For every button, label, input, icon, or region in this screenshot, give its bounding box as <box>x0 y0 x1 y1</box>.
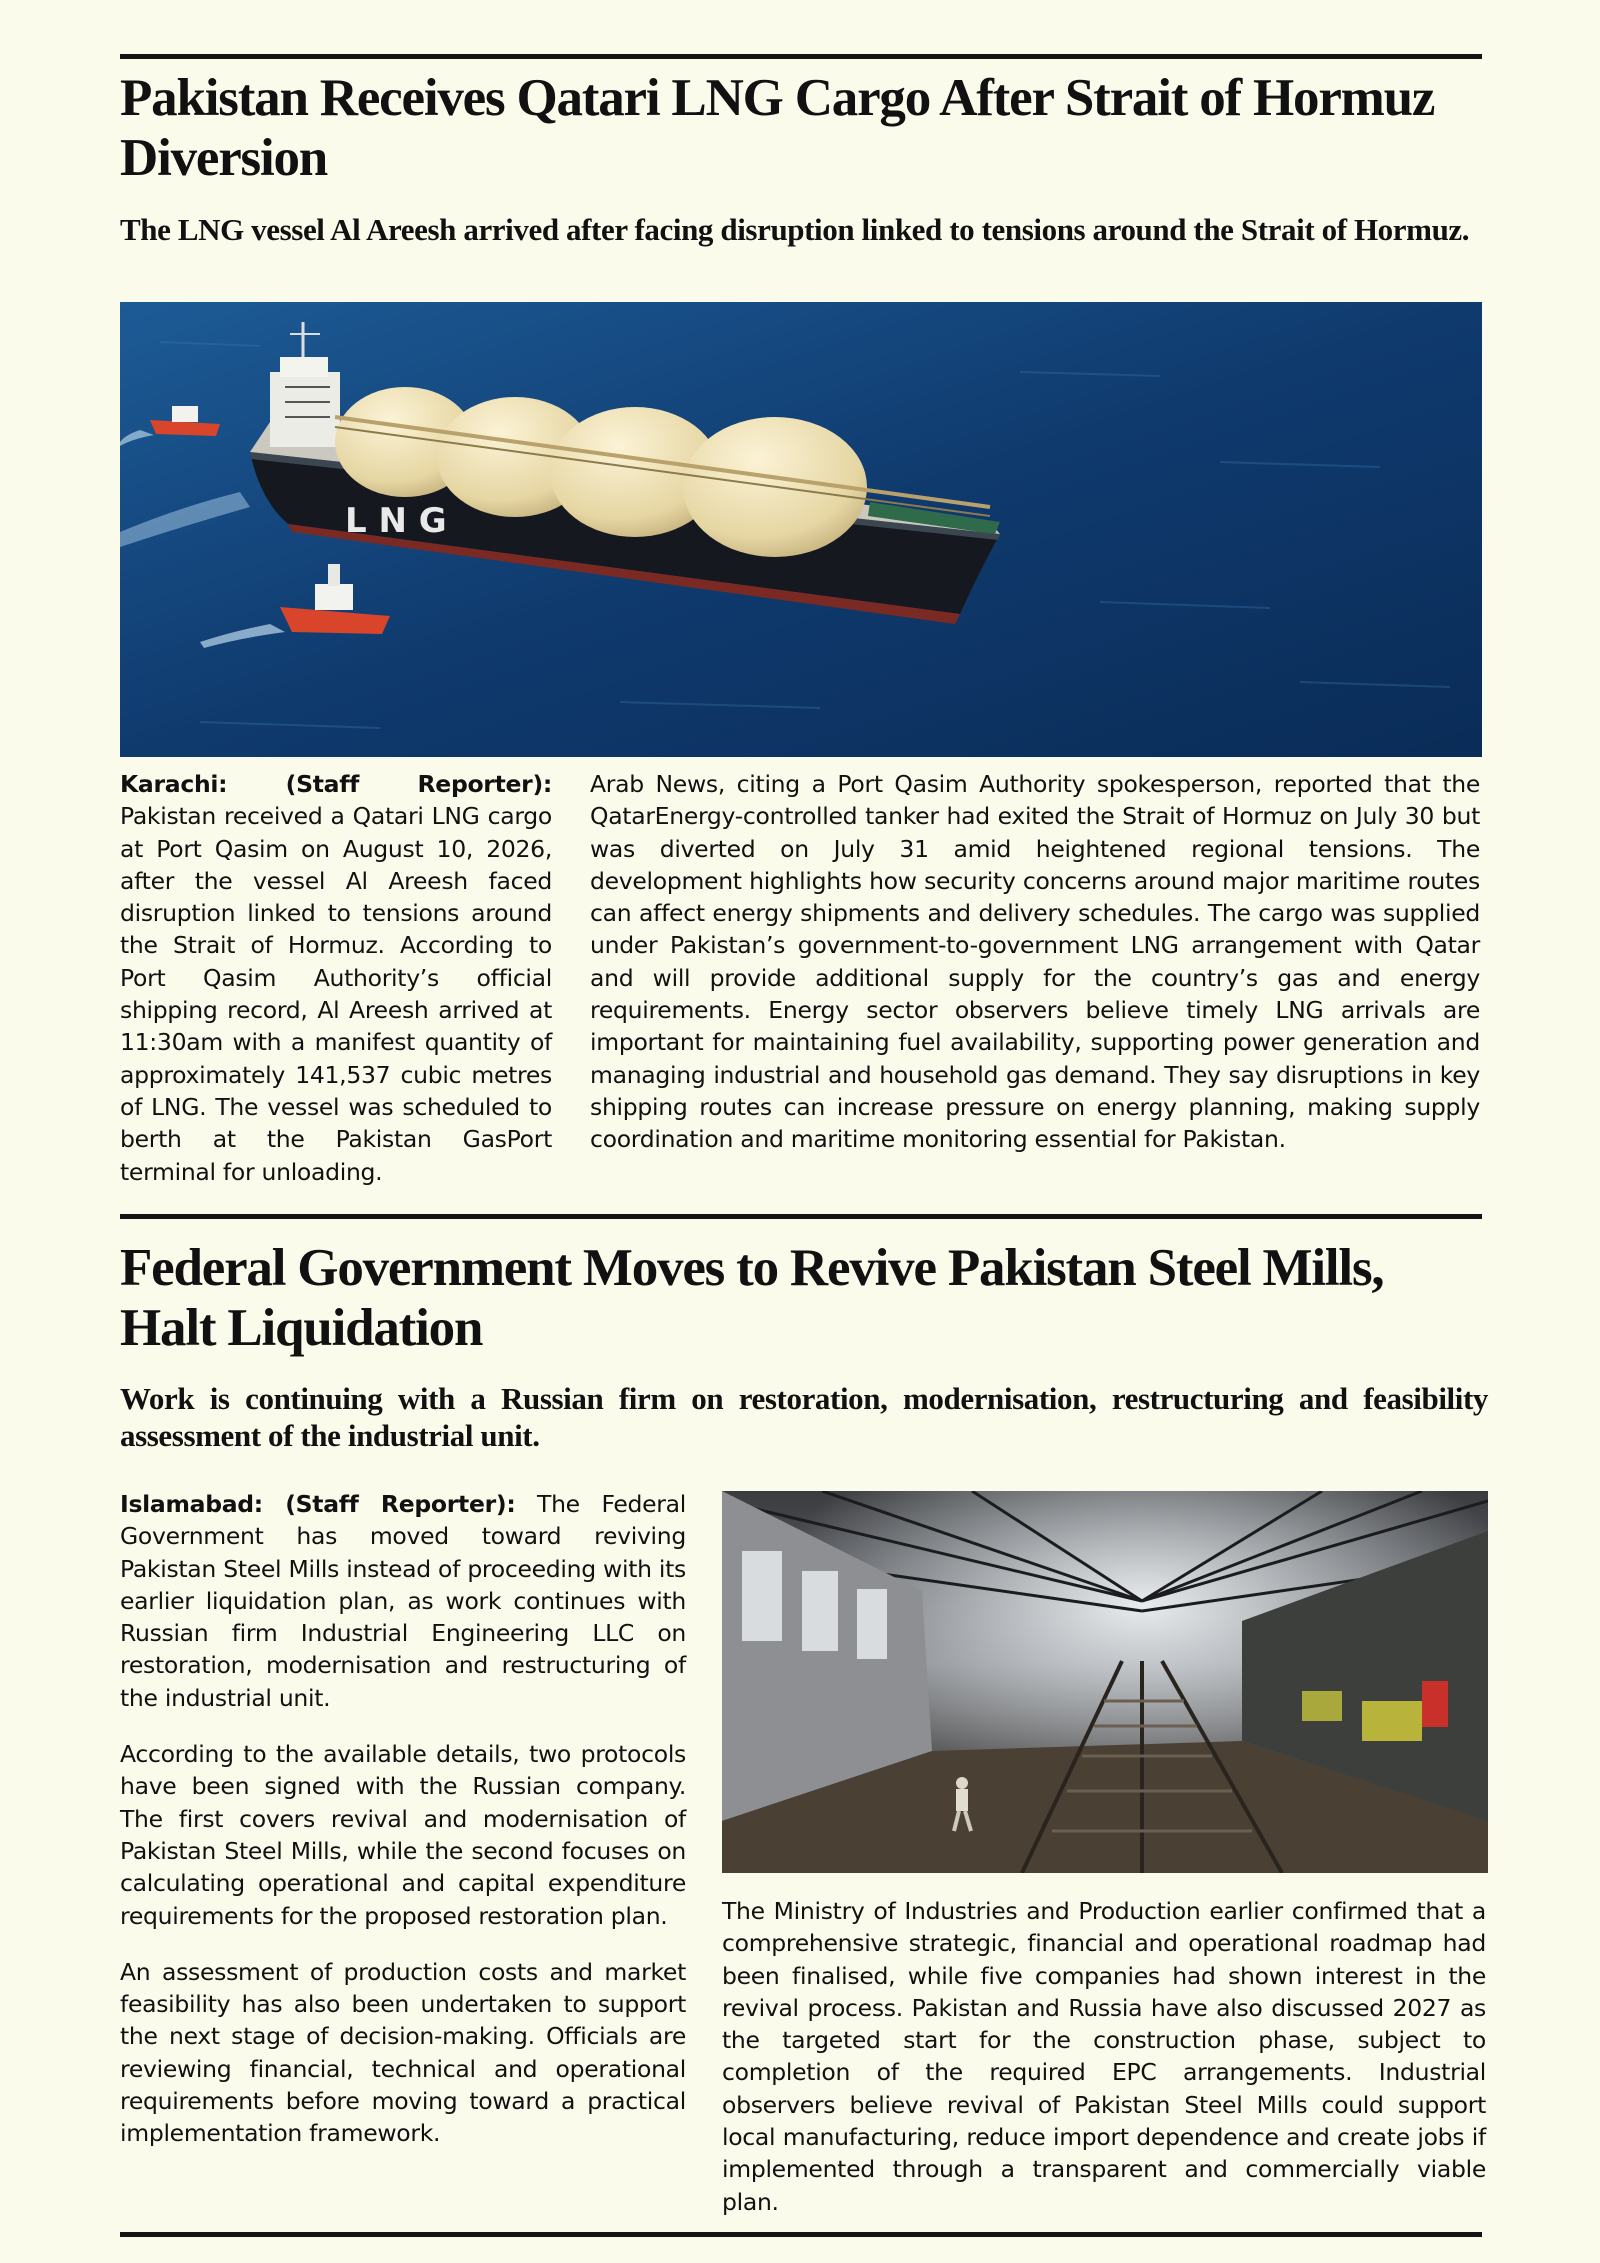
article1-dateline: Karachi: (Staff Reporter): <box>120 770 552 798</box>
article2-para3: An assessment of production costs and market feasibility has also been undertaken to support the next stage of decision-making. Officials are reviewing financial, technical and operational requirements before moving toward a practical implementation framework. <box>120 1957 686 2148</box>
article1-headline: Pakistan Receives Qatari LNG Cargo After Strait of Hormuz Diversion <box>120 69 1435 187</box>
article2-subheadline: Work is continuing with a Russian firm on restoration, modernisation, restructuring and feasibility assessment of the industrial unit. <box>120 1381 1488 1453</box>
steel-mill-photo <box>722 1491 1488 1873</box>
article1-col2-text: Arab News, citing a Port Qasim Authority spokesperson, reported that the QatarEnergy-controlled tanker had exited the Strait of Hormuz on July 30 but was diverted on July 31 amid heightened regional tensions. The development highlights how security concerns around major maritime routes can affect energy shipments and delivery schedules. The cargo was supplied under Pakistan’s government-to-government LNG arrangement with Qatar and will provide additional supply for the country’s gas and energy requirements. Energy sector observers believe timely LNG arrivals are important for maintaining fuel availability, supporting power generation and managing industrial and household gas demand. They say disruptions in key shipping routes can increase pressure on energy planning, making supply coordination and maritime monitoring essential for Pakistan. <box>590 770 1480 1154</box>
lng-carrier-photo <box>120 302 1482 757</box>
article1-subheadline: The LNG vessel Al Areesh arrived after facing disruption linked to tensions around the Strait of Hormuz. <box>120 212 1470 247</box>
article2-headline: Federal Government Moves to Revive Pakistan Steel Mills, Halt Liquidation <box>120 1239 1384 1357</box>
article2-dateline: Islamabad: (Staff Reporter): <box>120 1490 516 1518</box>
section-divider <box>120 1214 1482 1219</box>
article1-col1-text: Pakistan received a Qatari LNG cargo at Port Qasim on August 10, 2026, after the vessel Al Areesh faced disruption linked to tensions around the Strait of Hormuz. According to Port Qasim Authority’s official shipping record, Al Areesh arrived at 11:30am with a manifest quantity of approximately 141,537 cubic metres of LNG. The vessel was scheduled to berth at the Pakistan GasPort terminal for unloading. <box>120 802 552 1186</box>
article1-column-left <box>120 768 552 1188</box>
article2-para1: The Federal Government has moved toward reviving Pakistan Steel Mills instead of proceeding with its earlier liquidation plan, as work continues with Russian firm Industrial Engineering LLC on restoration, modernisation and restructuring of the industrial unit. <box>120 1490 686 1712</box>
article2-para2: According to the available details, two protocols have been signed with the Russian company. The first covers revival and modernisation of Pakistan Steel Mills, while the second focuses on calculating operational and capital expenditure requirements for the proposed restoration plan. <box>120 1740 686 1930</box>
article2-column-right <box>722 1895 1486 2218</box>
hull-lettering: L N G <box>345 501 447 541</box>
bottom-rule <box>120 2232 1482 2237</box>
top-rule <box>120 54 1482 59</box>
article2-column-left <box>120 1488 686 2150</box>
article2-col2-text: The Ministry of Industries and Production earlier confirmed that a comprehensive strategic, financial and operational roadmap had been finalised, while five companies had shown interest in the revival process. Pakistan and Russia have also discussed 2027 as the targeted start for the construction phase, subject to completion of the required EPC arrangements. Industrial observers believe revival of Pakistan Steel Mills could support local manufacturing, reduce import dependence and create jobs if implemented through a transparent and commercially viable plan. <box>722 1897 1486 2216</box>
article1-column-right <box>590 768 1480 1156</box>
